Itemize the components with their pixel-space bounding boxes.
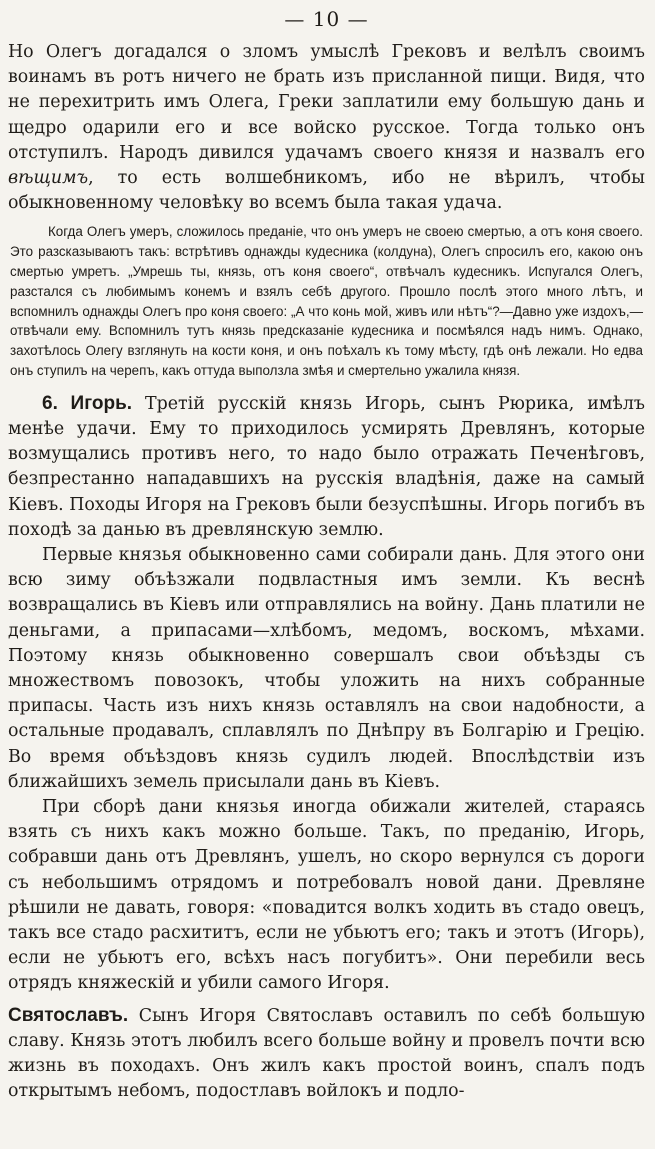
emphasized-word: вѣщимъ bbox=[8, 168, 89, 189]
small-print-legend: Когда Олегъ умеръ, сложилось преданіе, что онъ умеръ не своею смертью, а отъ коня своего. Это разсказываютъ такъ: встрѣтивъ однажды кудесника (колдуна), Олегъ спросилъ его, какою онъ смертью умретъ. „Умрешь ты, князь, отъ коня своего“, отвѣчалъ кудесникъ. Испугался Олегъ, разстался съ любимымъ конемъ и взялъ себѣ другого. Прошло послѣ этого много лѣтъ, и вспомнилъ однажды Олегъ про коня своего: „А что конь мой, живъ или нѣтъ“?—Давно уже издохъ,—отвѣчали ему. Вспомнилъ тутъ князь предсказаніе кудесника и посмѣялся надъ нимъ. Однако, захотѣлось Олегу взглянуть на кости коня, и онъ поѣхалъ къ тому мѣсту, гдѣ онѣ лежали. Но едва онъ ступилъ на черепъ, какъ оттуда выползла змѣя и смертельно ужалила князя. bbox=[10, 224, 643, 378]
paragraph-text: Сынъ Игоря Святославъ оставилъ по себѣ большую славу. Князь этотъ любилъ всего больше войну и провелъ почти всю жизнь въ походахъ. Онъ жилъ какъ простой воинъ, спалъ подъ открытымъ небомъ, подостлавъ войлокъ и подло- bbox=[8, 1005, 645, 1102]
section-heading-igor: 6. Игорь. bbox=[42, 392, 133, 414]
paragraph-igor bbox=[8, 391, 645, 543]
page-number: — 10 — bbox=[284, 7, 369, 31]
paragraph-text: Но Олегъ догадался о зломъ умыслѣ Грековъ и велѣлъ своимъ воинамъ въ ротъ ничего не брать изъ присланной пищи. Видя, что не перехитрить имъ Олега, Греки заплатили ему большую дань и щедро одарили его и все войско русское. Тогда только онъ отступилъ. Народъ дивился удачамъ своего князя и назвалъ его bbox=[8, 42, 645, 163]
paragraph-text: Третій русскій князь Игорь, сынъ Рюрика, имѣлъ менѣе удачи. Ему то приходилось усмирять Древлянъ, которые возмущались противъ него, то надо было отражать Печенѣговъ, безпрестанно нападавшихъ на русскія владѣнія, даже на самый Кіевъ. Походы Игоря на Грековъ были безуспѣшны. Игорь погибъ въ походѣ за данью въ древлянскую землю. bbox=[8, 393, 646, 540]
paragraph-oleg-greeks bbox=[8, 40, 645, 216]
paragraph-tribute: Первые князья обыкновенно сами собирали дань. Для этого они всю зиму объѣзжали подвластныя имъ земли. Къ веснѣ возвращались въ Кіевъ или отправлялись на войну. Дань платили не деньгами, а припасами—хлѣбомъ, медомъ, воскомъ, мѣхами. Поэтому князь обыкновенно совершалъ свои объѣзды съ множествомъ повозокъ, чтобы уложить на нихъ собранные припасы. Часть изъ нихъ князь оставлялъ на свои надобности, а остальные продавалъ, сплавлялъ по Днѣпру въ Болгарію и Грецію. Во время объѣздовъ князь судилъ людей. Впослѣдствіи изъ ближайшихъ земель присылали дань въ Кіевъ. bbox=[8, 545, 645, 792]
paragraph-drevlians: При сборѣ дани князья иногда обижали жителей, стараясь взять съ нихъ какъ можно больше. Такъ, по преданію, Игорь, собравши дань отъ Древлянъ, ушелъ, но скоро вернулся съ дороги съ небольшимъ отрядомъ и потребовалъ новой дани. Древляне рѣшили не давать, говоря: «повадится волкъ ходить въ стадо овецъ, такъ все стадо расхититъ, если не убьютъ его; такъ и этотъ (Игорь), если не убьютъ его, всѣхъ насъ погубитъ». Они перебили весь отрядъ княжескій и убили самого Игоря. bbox=[8, 797, 645, 994]
paragraph-text: , то есть волшебникомъ, ибо не вѣрилъ, чтобы обыкновенному человѣку во всемъ была такая удача. bbox=[8, 168, 645, 214]
paragraph-svyatoslav bbox=[8, 1003, 645, 1105]
section-heading-svyatoslav: Святославъ. bbox=[8, 1004, 129, 1026]
